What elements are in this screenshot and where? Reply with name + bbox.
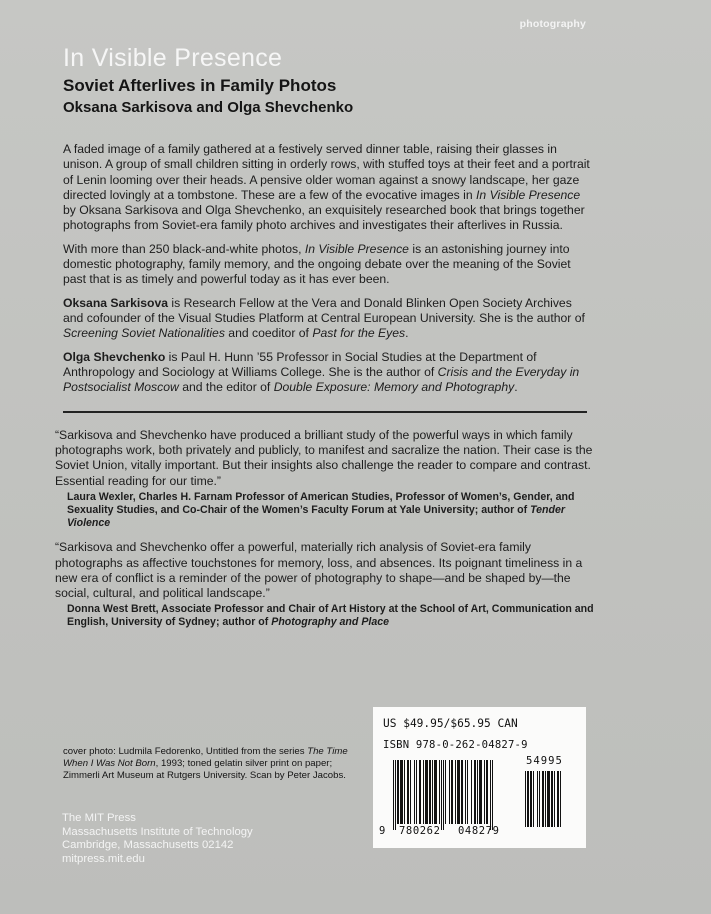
barcode-bar — [425, 760, 428, 824]
blurb-attribution: Laura Wexler, Charles H. Farnam Professor of American Studies, Professor of Women’s, Gender, and Sexuality Studies, and Co-Chair of the Women’s Faculty Forum at Yale University; author of Tender Violence — [67, 490, 575, 530]
ean-barcode-icon — [393, 760, 521, 832]
blurb-attribution: Donna West Brett, Associate Professor and Chair of Art History at the School of Art, Communication and English, University of Sydney; author of Photography and Place — [67, 603, 594, 629]
description-paragraph-1: A faded image of a family gathered at a festively served dinner table, raising their glasses in unison. A group of small children sitting in orderly rows, with stuffed toys at their feet and a portrait of Lenin looming over their heads. A pensive older woman against a snowy landscape, her gaze directed lovingly at a tombstone. These are a few of the evocative images in In Visible Presence by Oksana Sarkisova and Olga Shevchenko, an exquisitely researched book that brings together photographs from Soviet-era family photo archives and investigates their afterlives in Russia. — [63, 142, 590, 233]
barcode-bar — [451, 760, 453, 824]
barcode-bar — [395, 760, 396, 830]
cover-photo-credit: cover photo: Ludmila Fedorenko, Untitled from the series The Time When I Was Not Born, 1993; toned gelatin silver print on paper; Zimmerli Art Museum at Rutgers University. Scan by Peter Jacobs. — [63, 746, 348, 781]
barcode-bar — [449, 760, 450, 824]
publisher-info — [62, 812, 253, 866]
barcode-bar — [525, 771, 526, 827]
book-authors: Oksana Sarkisova and Olga Shevchenko — [63, 99, 354, 116]
description-block — [63, 142, 590, 403]
barcode-bar — [416, 760, 417, 824]
barcode-bar — [492, 760, 493, 830]
book-subtitle: Soviet Afterlives in Family Photos — [63, 76, 337, 95]
barcode-bar — [484, 760, 485, 824]
isbn-label: ISBN 978-0-262-04827-9 — [383, 739, 528, 751]
barcode-bar — [557, 771, 559, 827]
barcode-bar — [547, 771, 550, 827]
barcode-bar — [530, 771, 532, 827]
barcode-bar — [527, 771, 529, 827]
publisher-institute: Massachusetts Institute of Technology — [62, 825, 253, 838]
barcode-bar — [407, 760, 409, 824]
publisher-address: Cambridge, Massachusetts 02142 — [62, 839, 234, 852]
bio-sarkisova: Oksana Sarkisova is Research Fellow at the Vera and Donald Blinken Open Society Archives and cofounder of the Visual Studies Platform at Central European University. She is the author of Screening Soviet Nationalities and coeditor of Past for the Eyes. — [63, 295, 585, 341]
barcode-bar — [539, 771, 540, 827]
barcode-bar — [439, 760, 440, 824]
barcode-bar — [429, 760, 431, 824]
barcode-bar — [434, 760, 437, 824]
barcode-bar — [419, 760, 421, 824]
barcode-bar — [410, 760, 411, 824]
barcode-bar — [423, 760, 424, 824]
barcode-bar — [533, 771, 534, 827]
barcode-bar — [445, 760, 446, 824]
barcode-bar — [432, 760, 433, 824]
barcode-bar — [404, 760, 405, 824]
barcode-bar — [397, 760, 399, 824]
barcode-bar — [554, 771, 555, 827]
barcode-bar — [461, 760, 463, 824]
barcode-bar — [471, 760, 472, 824]
barcode-bar — [393, 760, 394, 830]
barcode-bar — [467, 760, 468, 824]
barcode-bar — [457, 760, 460, 824]
barcode-bar — [474, 760, 476, 824]
barcode-bar — [545, 771, 546, 827]
price-label: US $49.95/$65.95 CAN — [383, 717, 518, 730]
divider-rule — [63, 411, 587, 413]
barcode-bar — [479, 760, 482, 824]
barcode-bar — [560, 771, 561, 827]
barcode-bar — [465, 760, 466, 824]
barcode-bar — [551, 771, 553, 827]
publisher-website: mitpress.mit.edu — [62, 852, 145, 865]
addon-digits: 54995 — [526, 755, 563, 767]
barcode-bar — [441, 760, 442, 830]
barcode-bar — [537, 771, 538, 827]
barcode-bar — [490, 760, 491, 830]
description-paragraph-2: With more than 250 black-and-white photos, In Visible Presence is an astonishing journey into domestic photography, family memory, and the ongoing debate over the meaning of the Soviet past that is as timely and powerful today as it has ever been. — [63, 241, 571, 287]
barcode-bar — [477, 760, 478, 824]
addon-barcode-icon — [525, 771, 567, 829]
category-label: photography — [519, 18, 586, 30]
bio-shevchenko: Olga Shevchenko is Paul H. Hunn ’55 Professor in Social Studies at the Department of Anthropology and Sociology at Williams College. She is the author of Crisis and the Everyday in Postsocialist Moscow and the editor of Double Exposure: Memory and Photography. — [63, 349, 580, 395]
barcode-bar — [542, 771, 544, 827]
barcode-bar — [443, 760, 444, 830]
barcode-bar — [455, 760, 456, 824]
blurbs-block — [55, 428, 595, 640]
book-title: In Visible Presence — [63, 44, 283, 72]
barcode-bar — [414, 760, 415, 824]
barcode-bar — [400, 760, 403, 824]
blurb-quote: “Sarkisova and Shevchenko offer a powerful, materially rich analysis of Soviet-era family photographs as affective touchstones for memory, loss, and absences. Its poignant timeliness in a new era of conflict is a reminder of the power of photography to shape—and be shaped by—the social, cultural, and political landscape.” — [55, 540, 583, 601]
blurb-quote: “Sarkisova and Shevchenko have produced a brilliant study of the powerful ways in which family photographs work, both privately and publicly, to manifest and sacralize the nation. Their case is the Soviet Union, vitally important. But their insights also challenge the reader to compare and contrast. Essential reading for our time.” — [55, 428, 593, 488]
barcode-bar — [486, 760, 488, 824]
publisher-name: The MIT Press — [62, 812, 136, 824]
barcode-panel: US $49.95/$65.95 CAN ISBN 978-0-262-04827-9 54995 9 780262 048279 — [373, 707, 586, 848]
